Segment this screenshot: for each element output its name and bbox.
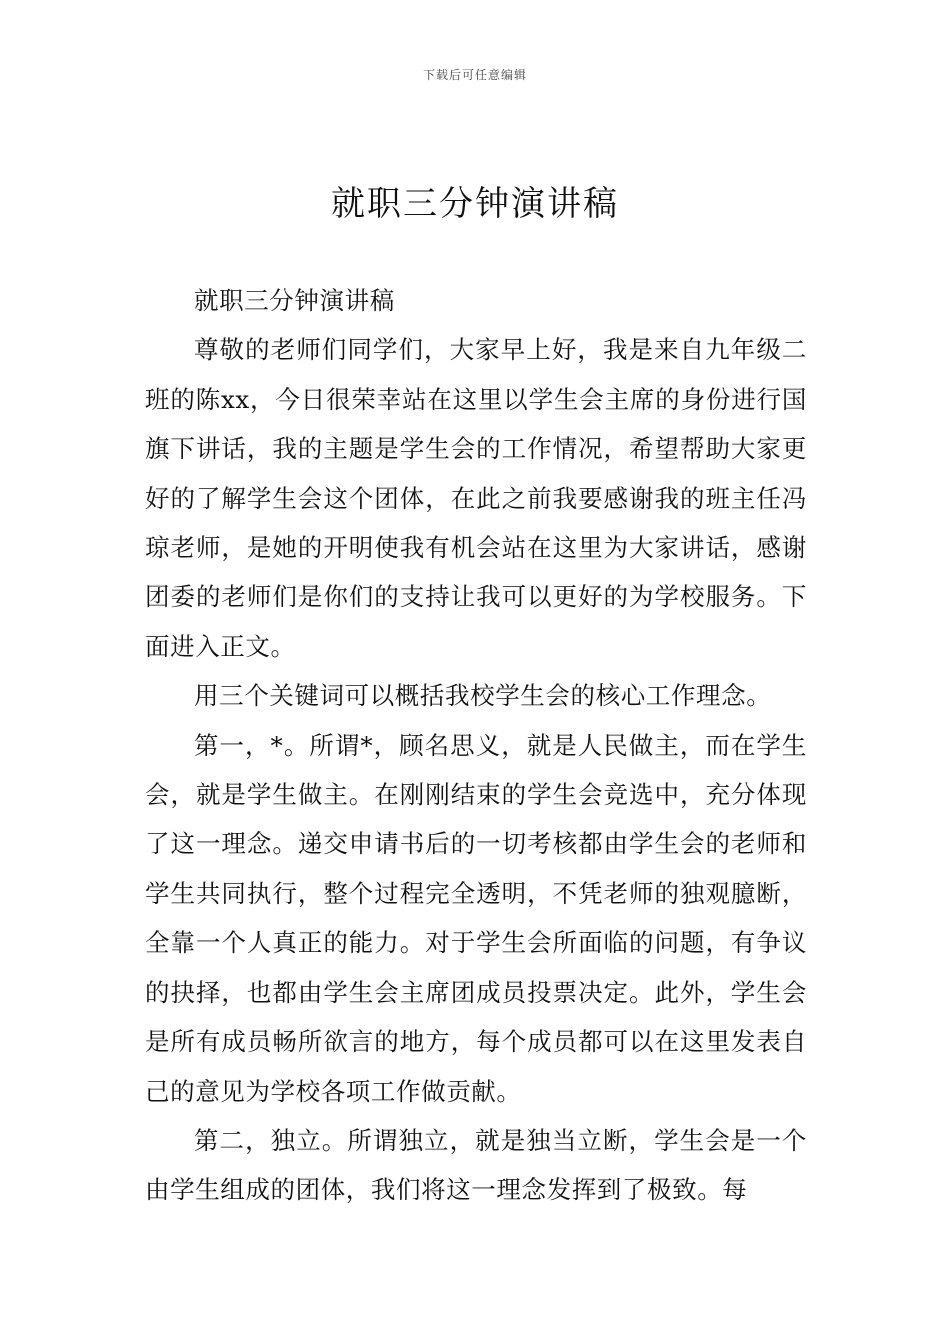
header-note: 下载后可任意编辑 [422,68,527,82]
paragraph-first-point: 第一，*。所谓*，顾名思义，就是人民做主，而在学生会，就是学生做主。在刚刚结束的学生会竞选中，充分体现了这一理念。递交申请书后的一切考核都由学生会的老师和学生共同执行，整个过程完全透明，不凭老师的独观臆断，全靠一个人真正的能力。对于学生会所面临的问题，有争议的抉择，也都由学生会主席团成员投票决定。此外，学生会是所有成员畅所欲言的地方，每个成员都可以在这里发表自己的意见为学校各项工作做贡献。 [145,730,807,1106]
paragraph-greeting: 尊敬的老师们同学们，大家早上好，我是来自九年级二班的陈xx，今日很荣幸站在这里以学生会主席的身份进行国旗下讲话，我的主题是学生会的工作情况，希望帮助大家更好的了解学生会这个团体，在此之前我要感谢我的班主任冯琼老师，是她的开明使我有机会站在这里为大家讲话，感谢团委的老师们是你们的支持让我可以更好的为学校服务。下面进入正文。 [145,335,807,661]
paragraph-subtitle: 就职三分钟演讲稿 [194,286,395,315]
document-body [145,276,807,1215]
paragraph-keywords-intro: 用三个关键词可以概括我校学生会的核心工作理念。 [194,681,772,711]
document-title: 就职三分钟演讲稿 [331,184,619,224]
paragraph-second-point: 第二，独立。所谓独立，就是独当立断，学生会是一个由学生组成的团体，我们将这一理念发挥到了极致。每 [145,1125,807,1205]
